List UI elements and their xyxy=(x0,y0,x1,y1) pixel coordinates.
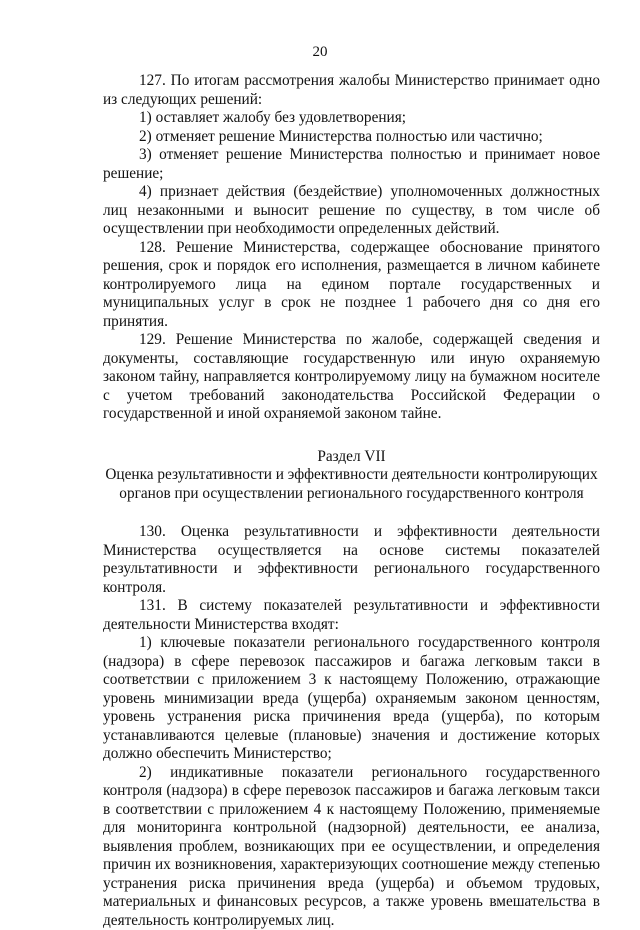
paragraph-130: 130. Оценка результативности и эффективности деятельности Министерства осуществляется на основе системы показателей результативности и эффективности регионального государственного контроля. xyxy=(103,523,600,597)
section-title: Раздел VII xyxy=(103,448,600,467)
section-spacer xyxy=(103,424,600,448)
paragraph-127-item-2: 2) отменяет решение Министерства полностью или частично; xyxy=(103,128,600,147)
paragraph-128: 128. Решение Министерства, содержащее обоснование принятого решения, срок и порядок его исполнения, размещается в личном кабинете контролируемого лица на едином портале государственных и муниципальных услуг в срок не позднее 1 рабочего дня со дня его принятия. xyxy=(103,239,600,332)
paragraph-127-item-3: 3) отменяет решение Министерства полностью и принимает новое решение; xyxy=(103,146,600,183)
paragraph-131-item-2: 2) индикативные показатели регионального государственного контроля (надзора) в сфере перевозок пассажиров и багажа легковым такси в соответствии с приложением 4 к настоящему Положению, применяемые для мониторинга контрольной (надзорной) деятельности, ее анализа, выявления проблем, возникающих при ее осуществлении, и определения причин их возникновения, характеризующих соотношение между степенью устранения риска причинения вреда (ущерба) и объемом трудовых, материальных и финансовых ресурсов, а также уровень вмешательства в деятельность контролируемых лиц. xyxy=(103,764,600,930)
paragraph-129: 129. Решение Министерства по жалобе, содержащей сведения и документы, составляющие государственную или иную охраняемую законом тайну, направляется контролируемому лицу на бумажном носителе с учетом требований законодательства Российской Федерации о государственной и иной охраняемой законом тайне. xyxy=(103,331,600,424)
paragraph-127: 127. По итогам рассмотрения жалобы Министерство принимает одно из следующих решений: xyxy=(103,72,600,109)
paragraph-127-item-1: 1) оставляет жалобу без удовлетворения; xyxy=(103,109,600,128)
paragraph-127-item-4: 4) признает действия (бездействие) уполномоченных должностных лиц незаконными и выносит решение по существу, в том числе об осуществлении при необходимости определенных действий. xyxy=(103,183,600,239)
paragraph-131: 131. В систему показателей результативности и эффективности деятельности Министерства входят: xyxy=(103,597,600,634)
document-body xyxy=(103,72,600,930)
paragraph-131-item-1: 1) ключевые показатели регионального государственного контроля (надзора) в сфере перевозок пассажиров и багажа легковым такси в соответствии с приложением 3 к настоящему Положению, отражающие уровень минимизации вреда (ущерба) охраняемым законом ценностям, уровень устранения риска причинения вреда (ущерба), по которым устанавливаются целевые (плановые) значения и достижение которых должно обеспечить Министерство; xyxy=(103,634,600,764)
section-heading: Оценка результативности и эффективности деятельности контролирующих органов при осуществлении регионального государственного контроля xyxy=(103,466,600,503)
heading-spacer xyxy=(103,503,600,523)
page-number: 20 xyxy=(0,44,640,61)
